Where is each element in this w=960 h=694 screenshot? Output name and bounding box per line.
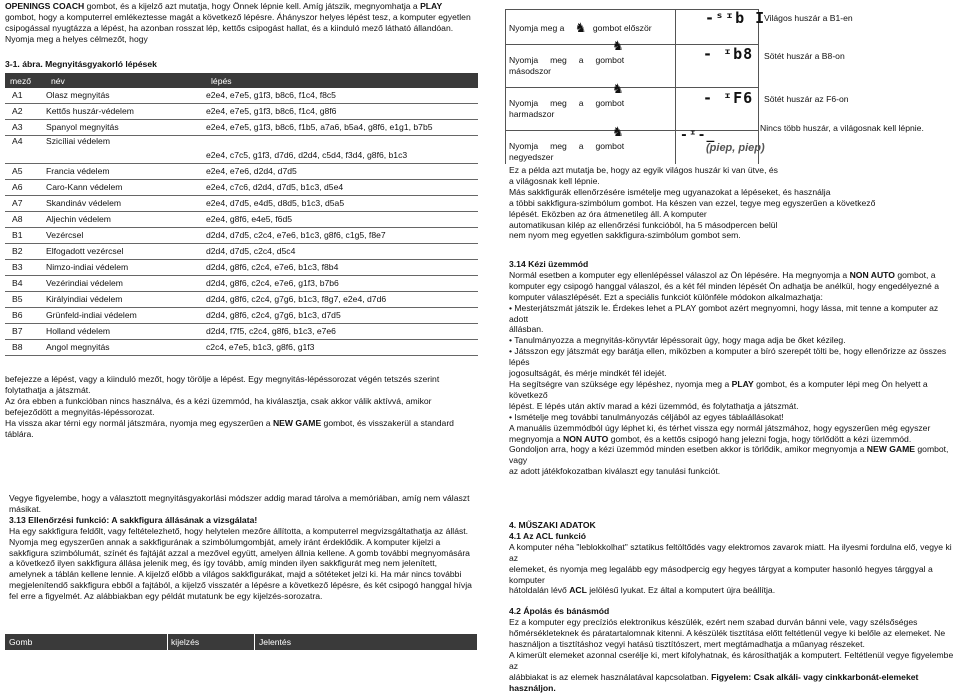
intro-line: Nyomja meg a helyes célmezőt, hogy (5, 33, 148, 44)
coach-step-4 (509, 141, 659, 163)
table-row (5, 228, 478, 244)
section-3-14 (509, 259, 959, 477)
step-text: Nyomja meg a gombot (509, 141, 625, 151)
text-line: befejeződött a megnyitás-lépéssorozat. (5, 406, 155, 417)
text-span: Normál esetben a komputer egy ellenlépéssel válaszol az Ön lépésére. Ha megnyomja a (509, 269, 850, 280)
heading-4-2: 4.2 Ápolás és bánásmód (509, 606, 610, 617)
name-cell: Királyindiai védelem (46, 292, 206, 308)
text-line: a többi sakkfigura-szimbólum gombot. Ha készen van ezzel, tegye meg egyszerűen a következő (509, 197, 876, 208)
moves-cell: e2e4, e7e5, g1f3, b8c6, f1c4, f8c5 (206, 88, 478, 104)
play-key: PLAY (731, 378, 754, 389)
name-cell: Aljechin védelem (46, 212, 206, 228)
text-span: gombot, és a kettős csipogó hang jelezni fogja, hogy törlődött a kézi üzemmód. (608, 433, 912, 444)
field-cell: A7 (5, 196, 46, 212)
field-cell: A8 (5, 212, 46, 228)
name-cell: Olasz megnyitás (46, 88, 206, 104)
coach-step-3 (509, 98, 659, 120)
field-cell: A6 (5, 180, 46, 196)
field-cell: B3 (5, 260, 46, 276)
text-line: használjon a tisztításhoz vegyi hatású tisztítószert, mert megtámadhatja a műanyag részeket. (509, 639, 865, 650)
text-line: lépését. Eközben az óra átmenetileg áll. A komputer (509, 208, 707, 219)
text-line: A manuális üzemmódból úgy léphet ki, és térhet vissza egy normál játszmához, hogy egyszerűen még egyszer (509, 422, 931, 433)
field-cell: A3 (5, 120, 46, 136)
moves-cell: e2e4, e7e6, d2d4, d7d5 (206, 164, 478, 180)
table-row (5, 180, 478, 196)
moves-cell: e2e4, e7e5, g1f3, b8c6, f1b5, a7a6, b5a4, g8f6, e1g1, b7b5 (206, 120, 478, 136)
heading-4: 4. MŰSZAKI ADATOK (509, 520, 596, 530)
name-cell: Nimzo-indiai védelem (46, 260, 206, 276)
moves-cell: d2d4, d7d5, c2c4, e7e6, b1c3, g8f6, c1g5, f8e7 (206, 228, 478, 244)
field-cell: A5 (5, 164, 46, 180)
text-line: Nyomja meg egyszerűen annak a sakkfigurának a szimbólumgombját, amely iránt érdeklődik. A komputer kijelzi a (9, 536, 441, 547)
intro-text: gombot, és a kijelző azt mutatja, hogy Önnek lépnie kell. Amíg játszik, megnyomhatja a (84, 1, 421, 11)
heading-3-13: 3.13 Ellenőrzési funkció: A sakkfigura állásának a vizsgálata! (9, 514, 258, 525)
name-cell: Caro-Kann védelem (46, 180, 206, 196)
section-4 (509, 520, 959, 694)
table-row (5, 104, 478, 120)
figure-caption: 3-1. ábra. Megnyitásgyakorló lépések (5, 59, 157, 69)
text-line: • Mesterjátszmát játszik le. Érdekes lehet a PLAY gombot azért megnyomni, hogy lássa, mit tenne a komputer az adott (509, 302, 939, 324)
openings-coach-key: OPENINGS COACH (5, 1, 85, 11)
step-text: másodszor (509, 65, 552, 76)
name-cell: Elfogadott vezércsel (46, 244, 206, 260)
text-line: Ez a példa azt mutatja be, hogy az egyik világos huszár ki van ütve, és (509, 165, 778, 175)
step-text: harmadszor (509, 108, 555, 119)
name-cell: Holland védelem (46, 324, 206, 340)
name-cell: Skandináv védelem (46, 196, 206, 212)
table-row (5, 308, 478, 324)
step-text: Nyomja meg a (509, 23, 565, 33)
text-line: komputer egy csipogó hanggal válaszol, és a két fél minden lépését Ön adhatja be anélkül, hogy engedélyezné a (509, 280, 939, 291)
moves-cell: d2d4, d7d5, c2c4, d5c4 (206, 244, 478, 260)
name-cell: Kettős huszár-védelem (46, 104, 206, 120)
name-cell: Angol megnyitás (46, 340, 206, 356)
field-cell: B1 (5, 228, 46, 244)
moves-cell: c2c4, e7e5, b1c3, g8f6, g1f3 (206, 340, 478, 356)
text-line: jogosultságát, és mérje mindkét fél idejét. (509, 368, 667, 379)
new-game-key: NEW GAME (866, 444, 915, 455)
moves-cell: e2e4, g8f6, e4e5, f6d5 (206, 212, 478, 228)
text-span: gombot, vagy (509, 444, 949, 466)
non-auto-key: NON AUTO (849, 269, 895, 280)
table-row (5, 196, 478, 212)
moves-cell: e2e4, e7e5, g1f3, b8c6, f1c4, g8f6 (206, 104, 478, 120)
name-cell: Francia védelem (46, 164, 206, 180)
step-text: gombot először (592, 23, 652, 33)
meaning-1: Világos huszár a B1-en (764, 13, 853, 23)
text-span: gombot, és visszakerül a standard (321, 417, 454, 428)
new-game-key: NEW GAME (272, 417, 322, 428)
table-row (5, 120, 478, 136)
text-span: Ha segítségre van szüksége egy lépéshez, nyomja meg a (509, 378, 732, 389)
table-row (5, 212, 478, 228)
table-row (5, 164, 478, 180)
header-button: Gomb (9, 637, 33, 647)
header-name: név (46, 73, 206, 88)
name-cell: Spanyol megnyitás (46, 120, 206, 136)
intro-line: gombot, hogy a komputerrel emlékeztesse magát a következő lépésre. Áhányszor helyes lépést tesz, a komputer egyetlen (5, 11, 471, 22)
text-line: amelynek a táblán kellene lennie. A kijelző előbb a világos sakkfigurákat, majd a sötéteket jelzi ki. Ha már nincs további (9, 569, 462, 580)
text-line: Más sakkfigurák ellenőrzésére ismételje meg ugyanazokat a lépéseket, és használja (509, 186, 831, 197)
text-line: A kimerült elemeket azonnal cserélje ki, mert kifolyhatnak, és károsíthatják a komputert. Feltétlenül vegye figyelembe az (509, 649, 954, 671)
heading-3-14: 3.14 Kézi üzemmód (509, 259, 589, 269)
after-table-paragraph (5, 374, 485, 439)
text-line: az adott játékfokozatban kiválaszt egy tanulási funkciót. (509, 466, 721, 477)
text-line: hőmérsékleteknek és páratartalomnak kitenni. A készülék tisztítása előtt feltétlenül vegye ki belőle az elemeket. Ne (509, 628, 946, 639)
warning-text: Figyelem: Csak alkáli- vagy cinkkarbonát-elemeket használjon. (509, 671, 919, 693)
text-span: gombot, a (894, 269, 936, 280)
text-span: Gondoljon arra, hogy a kézi üzemmód minden esetben akkor is törlődik, amikor megnyomja a (509, 444, 867, 455)
field-cell: A2 (5, 104, 46, 120)
text-span: Ha vissza akar térni egy normál játszmára, nyomja meg egyszerűen a (5, 417, 273, 428)
name-cell: Szicíliai védelem (46, 136, 206, 164)
name-cell: Grünfeld-indiai védelem (46, 308, 206, 324)
table-row (5, 260, 478, 276)
meaning-4: Nincs több huszár, a világosnak kell lépnie. (760, 123, 924, 133)
field-cell: B2 (5, 244, 46, 260)
beep-indicator: (piep, piep) (706, 142, 765, 154)
intro-paragraph (5, 1, 485, 45)
table-row (5, 340, 478, 356)
text-span: megnyomja a (509, 433, 563, 444)
text-line: automatikusan kilép az ellenőrzési funkcióból, ha 5 másodpercen belül (509, 219, 778, 230)
text-line: • Ismételje meg további tanulmányozás céljából az egyes táblaállásokat! (509, 411, 784, 422)
table-row (5, 324, 478, 340)
knight-icon: ♞ (574, 20, 587, 35)
acl-key: ACL (569, 585, 587, 596)
moves-cell: d2d4, g8f6, c2c4, g7g6, b1c3, f8g7, e2e4, d7d6 (206, 292, 478, 308)
meaning-2: Sötét huszár a B8-on (764, 51, 845, 61)
knight-icon: ♞ (612, 38, 624, 53)
heading-4-1: 4.1 Az ACL funkció (509, 530, 587, 541)
openings-table (5, 73, 478, 356)
name-cell: Vezércsel (46, 228, 206, 244)
header-display: kijelzés (171, 637, 200, 647)
text-span: alábbiakat is az elemek használatával kapcsolatban. (509, 671, 712, 682)
table-header-row (5, 73, 478, 88)
text-line: megjelenítendő sakkfigura ebből a fajtából, a kijelző visszatér a lépésre a következő lépésre, és két csipogó hanggal hívja (9, 580, 472, 591)
text-line: nem nyom meg egyetlen sakkfigura-szimbólum gombot sem. (509, 230, 741, 241)
right-paragraph-1 (509, 165, 959, 241)
text-line: Az óra ebben a funkcióban nincs használva, és a kézi üzemmód, ha kiválasztja, csak akkor válik aktívvá, amikor (5, 395, 432, 406)
moves-cell: e2e4, c7c6, d2d4, d7d5, b1c3, d5e4 (206, 180, 478, 196)
step-text: Nyomja meg a gombot (509, 98, 625, 108)
name-cell: Vezérindiai védelem (46, 276, 206, 292)
moves-cell: e2e4, d7d5, e4d5, d8d5, b1c3, d5a5 (206, 196, 478, 212)
step-text: Nyomja meg a gombot (509, 55, 625, 65)
text-line: A komputer néha "leblokkolhat" sztatikus feltöltődés vagy elektromos zavarok miatt. Ha ilyesmi fordulna elő, vegye ki az (509, 541, 952, 563)
text-line: sakkfigura szimbólumát, színét és fajtáját azzal a mezővel együtt, amelyen állnia kellene. A gomb további megnyomására (9, 547, 470, 558)
play-key: PLAY (420, 1, 443, 11)
coach-step-2 (509, 55, 659, 77)
text-line: Ha egy sakkfigura feldőlt, vagy feltételezhető, hogy helytelen mezőre állította, a komputerrel megvizsgáltathatja az állást. (9, 525, 469, 536)
lcd-display-2: - ᶦb8 (703, 45, 754, 63)
field-cell: B8 (5, 340, 46, 356)
table-row (5, 276, 478, 292)
text-line: a világosnak kell lépnie. (509, 175, 600, 186)
field-cell: A1 (5, 88, 46, 104)
text-line: folytathatja a játszmát. (5, 384, 91, 395)
lcd-display-4: -ᶦ-_ (680, 128, 716, 143)
table-row (5, 292, 478, 308)
header-moves: lépés (206, 73, 478, 88)
text-span: hátoldalán lévő (509, 585, 570, 596)
text-span: jelölésű lyukat. Ez által a komputert újra beállítja. (586, 585, 776, 596)
text-line: komputer válaszlépését. Ezt a speciális funkciót különféle módokon alkalmazhatja: (509, 291, 823, 302)
text-line: elemeket, és nyomja meg legalább egy másodpercig egy hegyes tárgyat a komputer hasonló hegyes tárggyal a komputer (509, 563, 933, 585)
text-line: • Tanulmányozza a megnyitás-könyvtár lépéssorait úgy, hogy maga adja be őket kézileg. (509, 335, 846, 346)
moves-cell: d2d4, f7f5, c2c4, g8f6, b1c3, e7e6 (206, 324, 478, 340)
coach-step-1 (509, 20, 652, 34)
lcd-display-3: - ᶦF6 (703, 89, 754, 107)
bottom-table-header (5, 634, 477, 650)
moves-cell: e2e4, c7c5, g1f3, d7d6, d2d4, c5d4, f3d4, g8f6, b1c3 (206, 136, 478, 164)
non-auto-key: NON AUTO (562, 433, 609, 444)
text-line: másikat. (9, 503, 41, 514)
lcd-display-1: -ˢᶦb I (705, 9, 766, 27)
field-cell: B7 (5, 324, 46, 340)
field-cell: B5 (5, 292, 46, 308)
table-row (5, 88, 478, 104)
moves-cell: d2d4, g8f6, c2c4, e7e6, g1f3, b7b6 (206, 276, 478, 292)
text-line: Vegye figyelembe, hogy a választott megnyitásgyakorlási módszer addig marad tárolva a memóriában, amíg nem választ (9, 493, 470, 503)
knight-icon: ♞ (612, 124, 624, 139)
text-span: gombot, és a komputer lépi meg Ön helyett a következő (509, 378, 928, 400)
header-meaning: Jelentés (259, 637, 292, 647)
text-line: állásban. (509, 324, 544, 335)
text-line: Ez a komputer egy precíziós elektronikus készülék, ezért nem szabad durván bánni vele, vagy szélsőséges (509, 617, 918, 628)
field-cell: A4 (5, 136, 46, 164)
text-line: fel erre a figyelmét. Az alábbiakban egy példát mutatunk be egy kijelzés-sorozatra. (9, 591, 323, 602)
moves-cell: d2d4, g8f6, c2c4, e7e6, b1c3, f8b4 (206, 260, 478, 276)
text-line: • Játsszon egy játszmát egy barátja ellen, miközben a komputer a bíró szerepét tölti be, hogy ellenőrizze az összes lépés (509, 346, 947, 368)
meaning-3: Sötét huszár az F6-on (764, 94, 849, 104)
text-line: lépést. E lépés után aktív marad a kézi üzemmód, és folytathatja a játszmát. (509, 400, 799, 411)
intro-line: csipogással nyugtázza a lépést, ha azonban rosszat lép, kettős csipogást hallat, és a kiinduló mező látható állandóan. (5, 22, 454, 33)
field-cell: B6 (5, 308, 46, 324)
header-field: mező (5, 73, 46, 88)
moves-cell: d2d4, g8f6, c2c4, g7g6, b1c3, d7d5 (206, 308, 478, 324)
bottom-left-text (9, 493, 479, 602)
field-cell: B4 (5, 276, 46, 292)
text-line: befejezze a lépést, vagy a kiinduló mezőt, hogy törölje a lépést. Egy megnyitás-lépéssorozat végén tetszés szerint (5, 374, 440, 384)
knight-icon: ♞ (612, 81, 624, 96)
text-line: a következő ilyen sakkfigura állása jelenik meg, és így tovább, amíg minden ilyen sakkfigurát meg nem jelenített, (9, 558, 437, 569)
step-text: negyedszer (509, 151, 554, 162)
text-line: táblára. (5, 428, 34, 439)
table-row (5, 136, 478, 164)
table-row (5, 244, 478, 260)
